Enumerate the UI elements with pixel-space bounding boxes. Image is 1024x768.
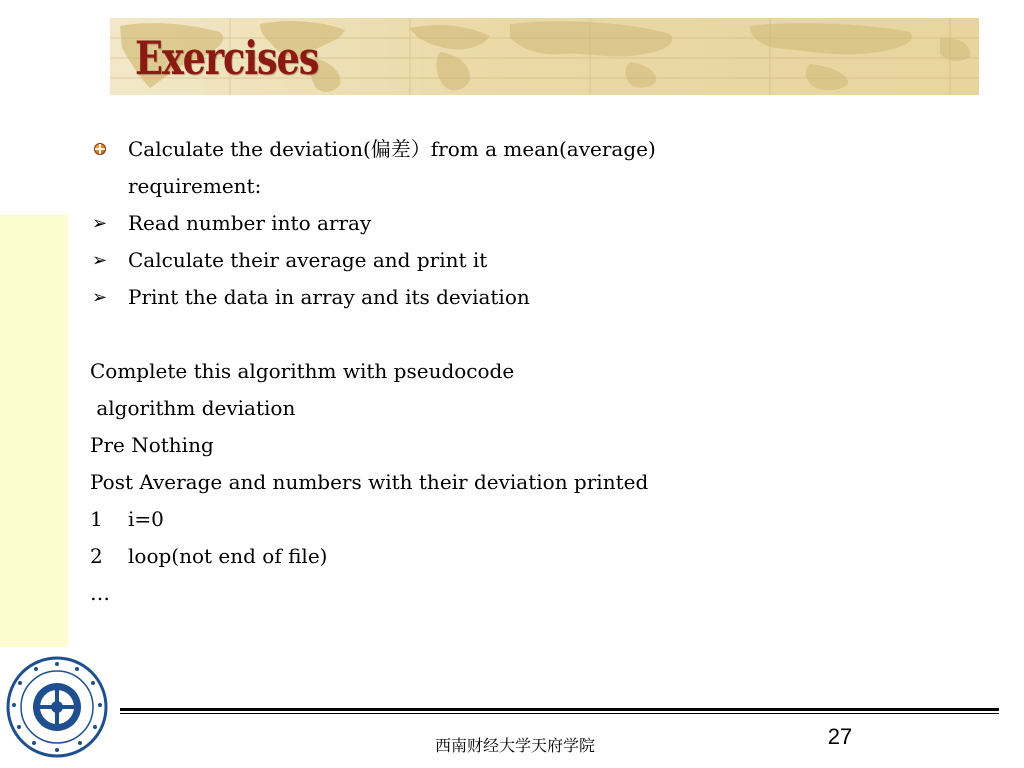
sub-bullet-text: Calculate their average and print it [128,248,488,272]
bullet-text: Calculate the deviation(偏差）from a mean(average) [128,137,656,161]
bullet-continuation [90,168,790,205]
bullet-item-main [90,131,790,168]
algorithm-step [90,501,790,538]
step-number: 2 [90,544,103,568]
step-number: 1 [90,507,103,531]
body-line: algorithm deviation [90,396,296,420]
step-text: loop(not end of file) [128,544,328,568]
page-number: 27 [827,724,853,749]
slide-title: Exercises [135,31,319,85]
spacer [90,316,790,353]
slide-content [90,131,790,612]
sub-bullet-text: Read number into array [128,211,372,235]
body-line: Complete this algorithm with pseudocode [90,359,515,383]
college-seal-logo [5,655,109,759]
arrow-bullet-icon: ➢ [92,250,108,271]
sub-bullet-item [90,242,790,279]
bullet-continuation-text: requirement: [128,174,262,198]
body-line: Post Average and numbers with their deviation printed [90,470,649,494]
ellipsis: … [90,581,110,605]
sub-bullet-item [90,205,790,242]
side-strip [0,215,68,647]
sub-bullet-text: Print the data in array and its deviation [128,285,530,309]
orange-bullet-icon [94,143,106,155]
arrow-bullet-icon: ➢ [92,213,108,234]
footer-rule [120,708,999,711]
sub-bullet-item [90,279,790,316]
arrow-bullet-icon: ➢ [92,287,108,308]
step-text: i=0 [128,507,164,531]
footer-rule-thin [120,713,999,714]
algorithm-step [90,538,790,575]
footer-institution: 西南财经大学天府学院 [434,736,595,755]
body-line: Pre Nothing [90,433,214,457]
